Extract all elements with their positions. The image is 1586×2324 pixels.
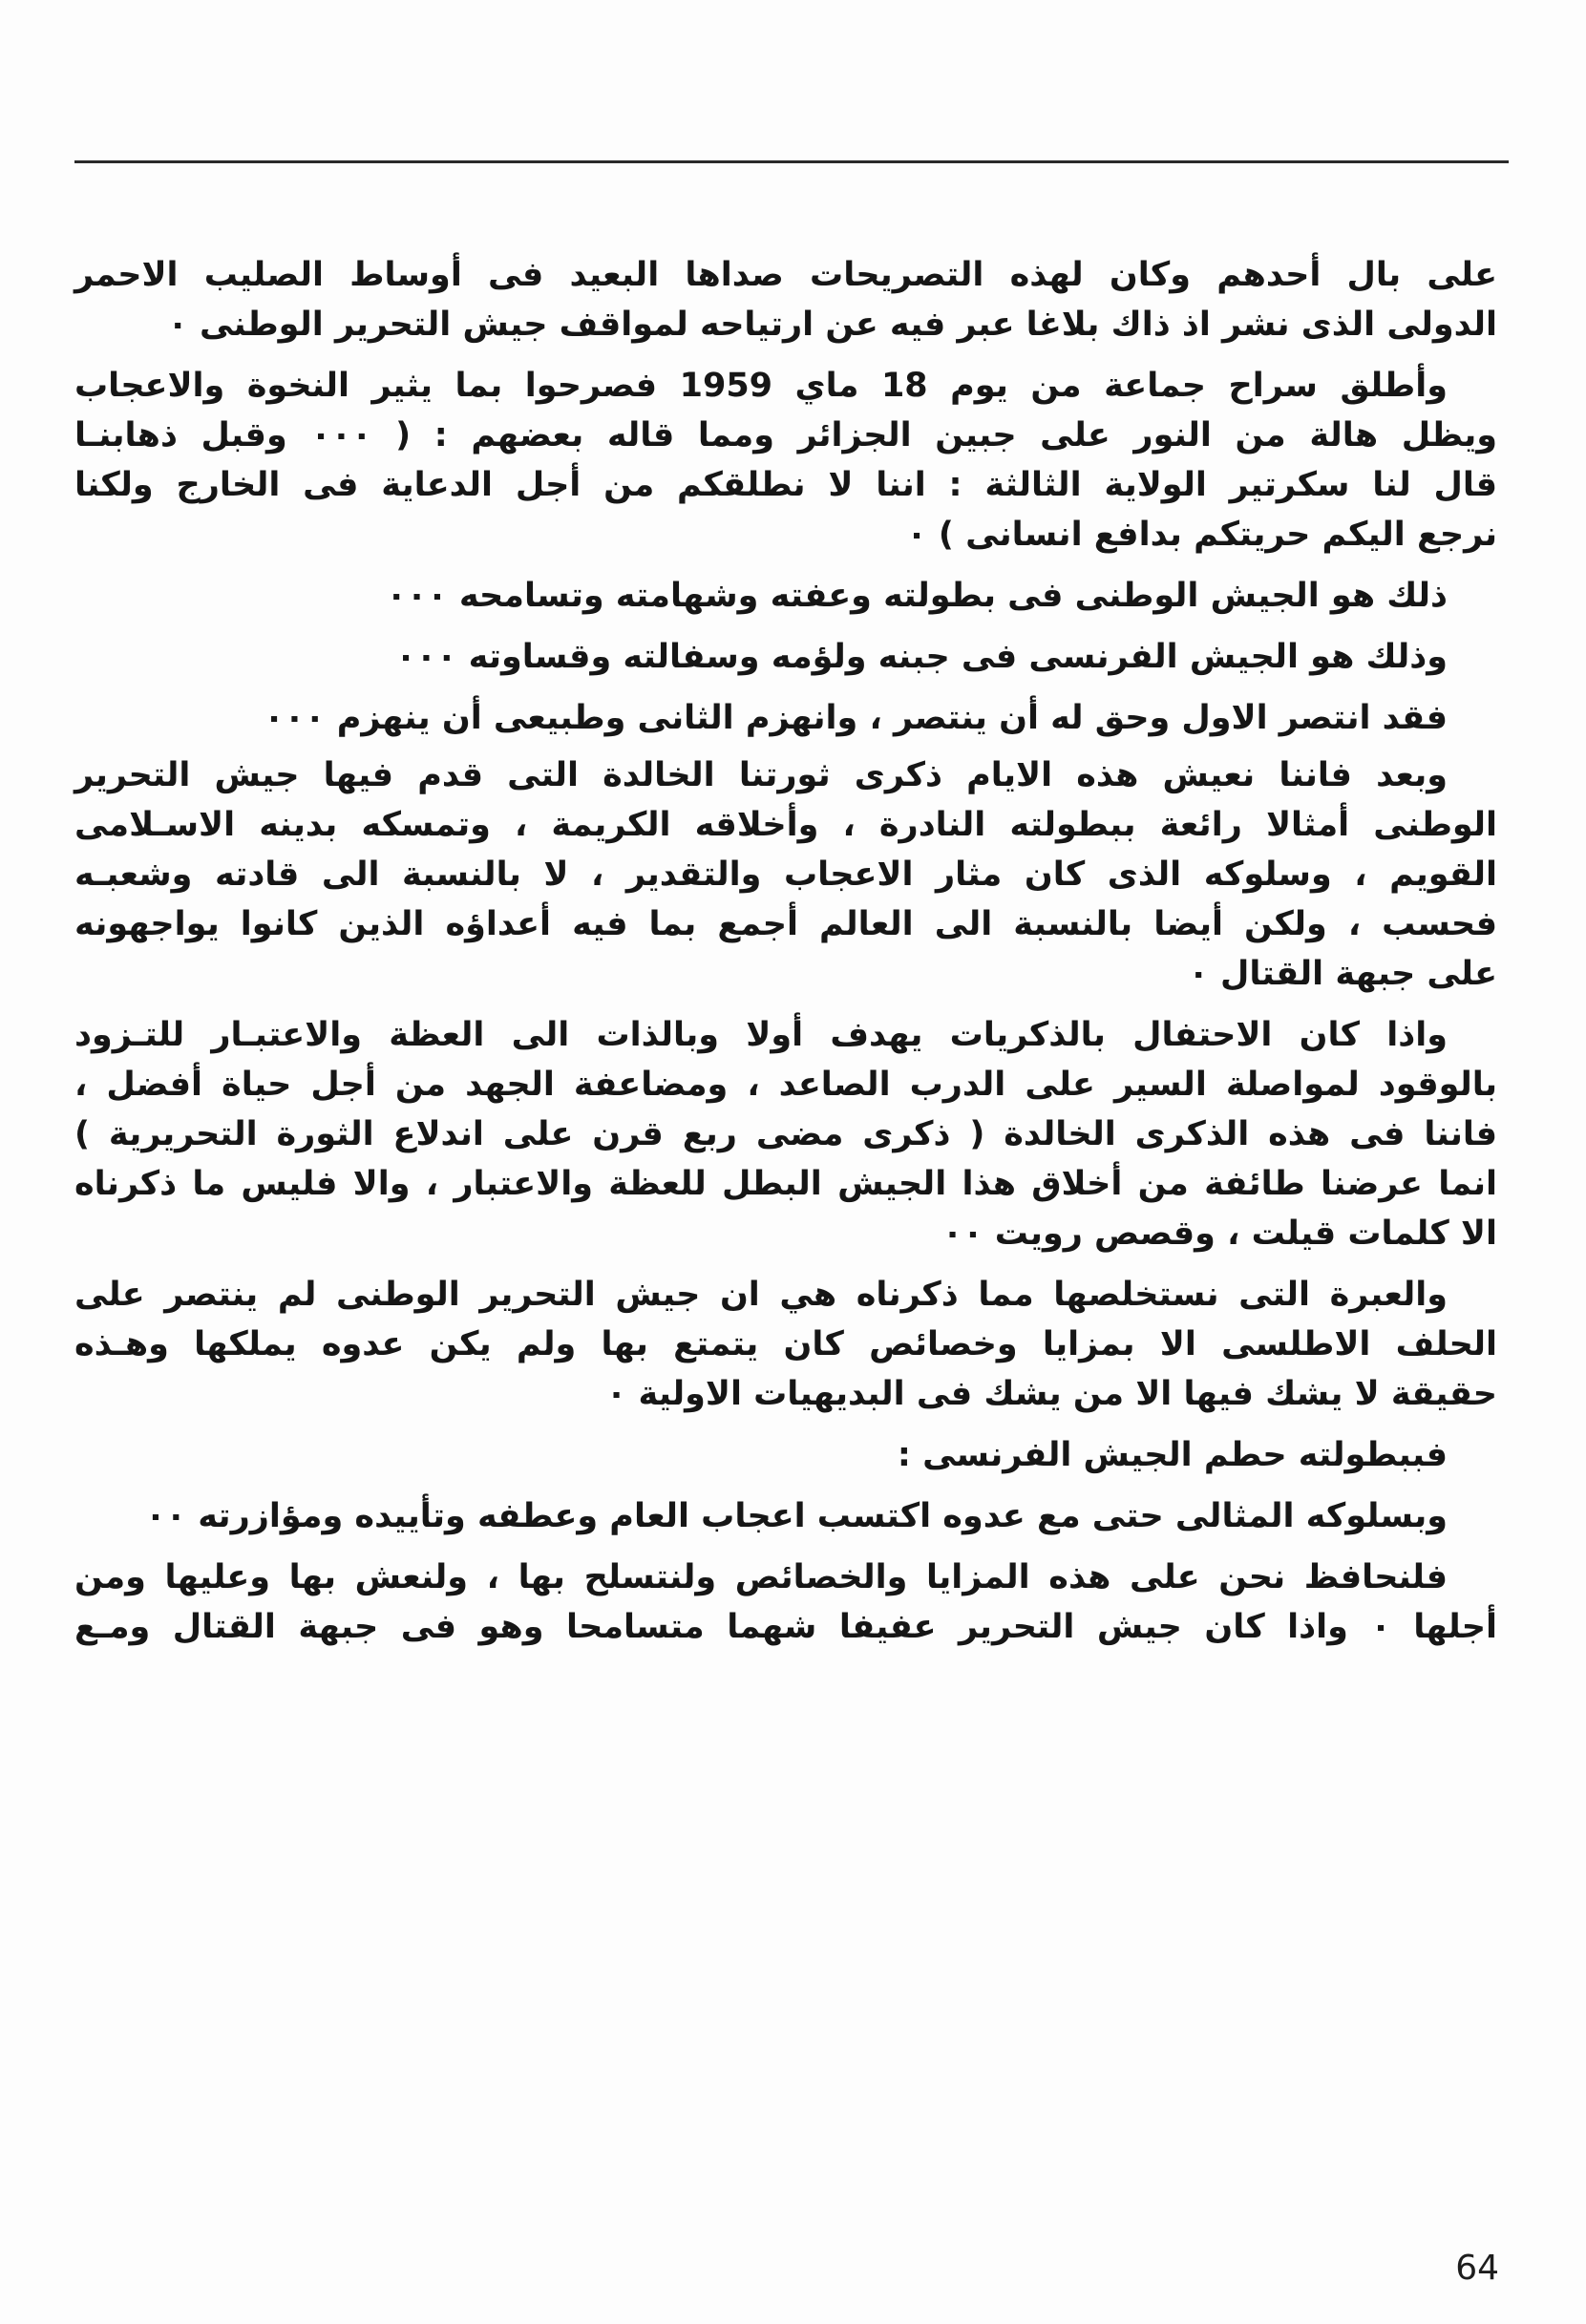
text-line: وبسلوكه المثالى حتى مع عدوه اكتسب اعجاب العام وعطفه وتأييده ومؤازرته ٠٠: [145, 1497, 1448, 1535]
text-line: وذلك هو الجيش الفرنسى فى جبنه ولؤمه وسفالته وقساوته ٠٠٠: [395, 638, 1448, 676]
text-line: قال لنا سكرتير الولاية الثالثة : اننا لا نطلقكم من أجل الدعاية فى الخارج ولكنا: [74, 466, 1497, 504]
text-line: فاننا فى هذه الذكرى الخالدة ( ذكرى مضى ربع قرن على اندلاع الثورة التحريرية ): [74, 1115, 1497, 1153]
text-line: فحسب ، ولكن أيضا بالنسبة الى العالم أجمع بما فيه أعداؤه الذين كانوا يواجهونه: [74, 905, 1497, 943]
text-line: وأطلق سراح جماعة من يوم 18 ماي 1959 فصرحوا بما يثير النخوة والاعجاب: [74, 367, 1448, 405]
text-line: نرجع اليكم حريتكم بدافع انسانى ) ٠: [906, 516, 1497, 554]
paragraph-3: [74, 571, 1497, 621]
text-line: ويظل هالة من النور على جبين الجزائر ومما قاله بعضهم : ( ٠٠٠ وقبل ذهابنـا: [74, 416, 1497, 454]
text-line: بالوقود لمواصلة السير على الدرب الصاعد ، ومضاعفة الجهد من أجل حياة أفضل ،: [74, 1066, 1497, 1104]
text-line: فقد انتصر الاول وحق له أن ينتصر ، وانهزم الثانى وطبيعى أن ينهزم ٠٠٠: [264, 699, 1448, 737]
paragraph-2: [74, 361, 1497, 560]
body-text: [74, 250, 1497, 1663]
paragraph-8: [74, 1270, 1497, 1419]
paragraph-1: [74, 250, 1497, 349]
page-number: 64: [1455, 2249, 1499, 2288]
paragraph-7: [74, 1010, 1497, 1258]
paragraph-11: [74, 1553, 1497, 1652]
text-line: فلنحافظ نحن على هذه المزايا والخصائص ولنتسلح بها ، ولنعش بها وعليها ومن: [74, 1558, 1448, 1596]
paragraph-6: [74, 750, 1497, 999]
paragraph-4: [74, 632, 1497, 682]
text-line: الحلف الاطلسى الا بمزايا وخصائص كان يتمتع بها ولم يكن عدوه يملكها وهـذه: [74, 1325, 1497, 1363]
text-line: واذا كان الاحتفال بالذكريات يهدف أولا وبالذات الى العظة والاعتبـار للتـزود: [74, 1016, 1448, 1054]
text-line: فببطولته حطم الجيش الفرنسى :: [897, 1436, 1448, 1474]
text-line: ذلك هو الجيش الوطنى فى بطولته وعفته وشهامته وتسامحه ٠٠٠: [386, 577, 1448, 615]
text-line: على جبهة القتال ٠: [1188, 955, 1497, 993]
paragraph-9: [74, 1430, 1497, 1480]
text-line: انما عرضنا طائفة من أخلاق هذا الجيش البطل للعظة والاعتبار ، والا فليس ما ذكرناه: [74, 1165, 1497, 1203]
text-line: أجلها ٠ واذا كان جيش التحرير عفيفا شهما متسامحا وهو فى جبهة القتال ومـع: [74, 1608, 1497, 1646]
paragraph-10: [74, 1491, 1497, 1541]
text-line: الدولى الذى نشر اذ ذاك بلاغا عبر فيه عن ارتياحه لمواقف جيش التحرير الوطنى ٠: [167, 306, 1497, 344]
text-line: الا كلمات قيلت ، وقصص رويت ٠٠: [941, 1215, 1497, 1253]
text-line: الوطنى أمثالا رائعة ببطولته النادرة ، وأخلاقه الكريمة ، وتمسكه بدينه الاسـلامى: [74, 806, 1497, 844]
paragraph-5: [74, 693, 1497, 743]
text-line: والعبرة التى نستخلصها مما ذكرناه هي ان جيش التحرير الوطنى لم ينتصر على: [74, 1276, 1448, 1314]
text-line: على بال أحدهم وكان لهذه التصريحات صداها البعيد فى أوساط الصليب الاحمر: [74, 256, 1497, 294]
top-rule: [74, 160, 1509, 163]
text-line: وبعد فاننا نعيش هذه الايام ذكرى ثورتنا الخالدة التى قدم فيها جيش التحرير: [74, 756, 1448, 794]
text-line: حقيقة لا يشك فيها الا من يشك فى البديهيات الاولية ٠: [605, 1375, 1497, 1413]
text-line: القويم ، وسلوكه الذى كان مثار الاعجاب والتقدير ، لا بالنسبة الى قادته وشعبـه: [74, 856, 1497, 894]
